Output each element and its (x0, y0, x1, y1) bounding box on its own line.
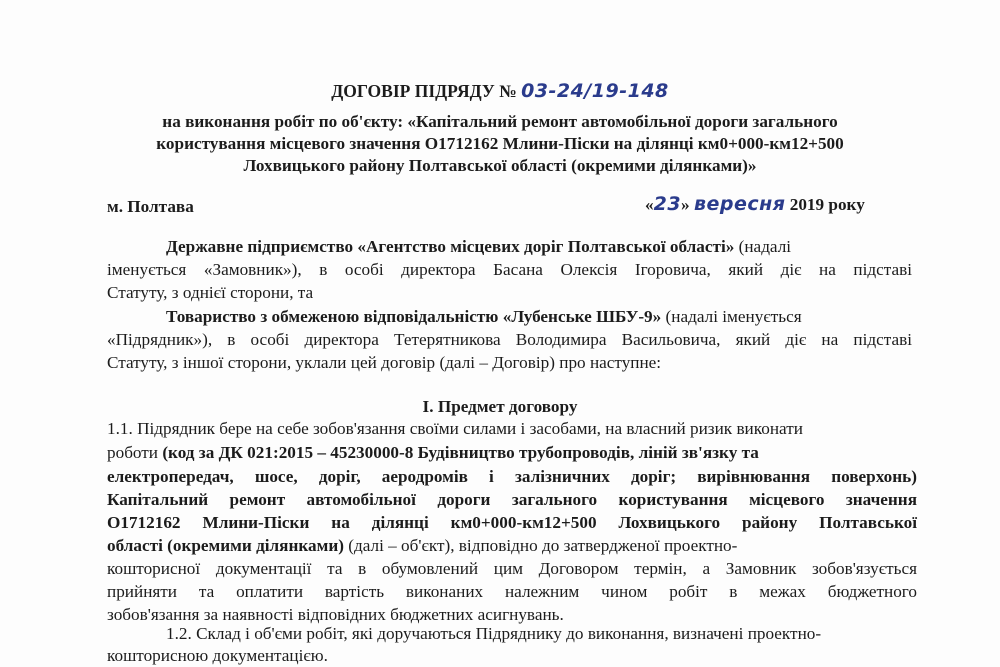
clause-1-1-line-7: кошторисної документації та в обумовлений цим Договором термін, а Замовник зобов'язується (107, 559, 917, 578)
clause-1-1-line-5: О1712162 Млини-Піски на ділянці км0+000-км12+500 Лохвицького району Полтавської (107, 513, 917, 532)
city: м. Полтава (107, 197, 194, 216)
contractor-line-1 (166, 306, 802, 328)
clause-1-2-line-1: 1.2. Склад і об'єми робіт, які доручаються Підряднику до виконання, визначені проектно- (166, 624, 822, 643)
contract-title (0, 80, 1000, 102)
date-day-handwritten: 23 (653, 193, 682, 215)
clause-1-1-line-6 (107, 535, 737, 557)
clause-1-1-line-2-bold: (код за ДК 021:2015 – 45230000-8 Будівництво трубопроводів, ліній зв'язку та (162, 443, 759, 462)
clause-1-1-line-2 (107, 442, 759, 464)
contract-number-handwritten: 03-24/19-148 (521, 80, 669, 102)
contractor-name: Товариство з обмеженою відповідальністю «Лубенське ШБУ-9» (166, 307, 662, 326)
date-year: 2019 року (789, 195, 865, 214)
clause-1-1-line-9: зобов'язання за наявності відповідних бюджетних асигнувань. (107, 605, 564, 624)
contract-title-prefix: ДОГОВІР ПІДРЯДУ № (331, 81, 517, 101)
clause-1-1-line-2-normal: роботи (107, 443, 163, 462)
contract-date (645, 193, 865, 216)
contractor-line-1-rest: (надалі іменується (661, 307, 802, 326)
clause-1-1-line-6-bold: області (окремими ділянками) (107, 536, 344, 555)
clause-1-1-line-1: 1.1. Підрядник бере на себе зобов'язання своїми силами і засобами, на власний ризик виконати (107, 419, 803, 438)
clause-1-2-line-2: кошторисною документацією. (107, 646, 328, 665)
clause-1-1-line-8: прийняти та оплатити вартість виконаних належним чином робіт в межах бюджетного (107, 582, 917, 601)
clause-1-1-line-4: Капітальний ремонт автомобільної дороги загального користування місцевого значення (107, 490, 917, 509)
contractor-line-3: Статуту, з іншої сторони, уклали цей договір (далі – Договір) про наступне: (107, 353, 662, 372)
customer-line-1 (166, 236, 791, 258)
section-1-heading: І. Предмет договору (422, 397, 578, 416)
subtitle-line-1: на виконання робіт по об'єкту: «Капітальний ремонт автомобільної дороги загального (162, 112, 838, 131)
customer-name: Державне підприємство «Агентство місцевих доріг Полтавської області» (166, 237, 735, 256)
contractor-line-2: «Підрядник»), в особі директора Тетерятникова Володимира Васильовича, який діє на підставі (107, 330, 912, 349)
date-close-quote: » (681, 195, 690, 214)
subtitle-line-2: користування місцевого значення О1712162 Млини-Піски на ділянці км0+000-км12+500 (156, 134, 844, 153)
clause-1-1-line-6-rest: (далі – об'єкт), відповідно до затвердженої проектно- (343, 536, 738, 555)
customer-line-3: Статуту, з однієї сторони, та (107, 283, 314, 302)
date-month-handwritten: вересня (693, 193, 786, 215)
customer-line-2: іменується «Замовник»), в особі директора Басана Олексія Ігоровича, який діє на підставі (107, 260, 912, 279)
date-open-quote: « (645, 195, 654, 214)
subtitle-line-3: Лохвицького району Полтавської області (окремими ділянками)» (243, 156, 757, 175)
clause-1-1-line-3: електропередач, шосе, доріг, аеродромів і залізничних доріг; вирівнювання поверхонь) (107, 467, 917, 486)
customer-line-1-rest: (надалі (734, 237, 792, 256)
